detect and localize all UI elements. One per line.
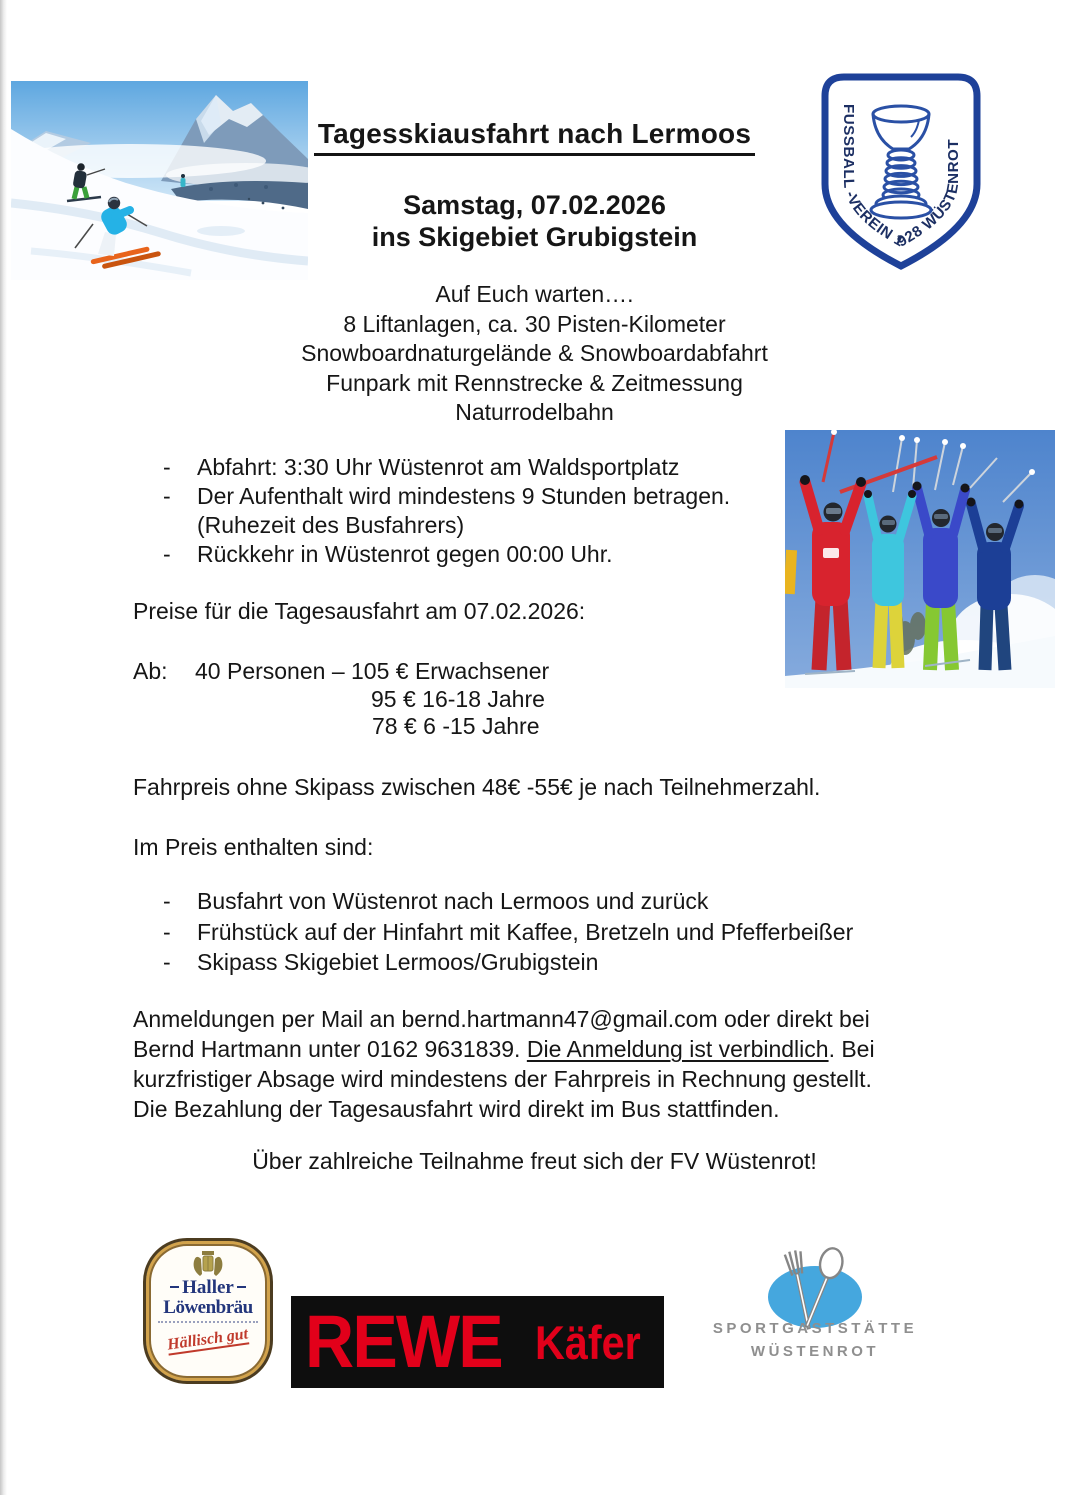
list-item [163, 482, 808, 540]
intro-line: Naturrodelbahn [455, 399, 614, 425]
list-item [163, 886, 923, 917]
restaurant-logo-icon [750, 1242, 880, 1330]
intro-text [0, 280, 1069, 428]
badge-curved-text: FUSSBALL -VEREIN 1928 WÜSTENROT [839, 104, 963, 251]
bullet-dash: - [163, 454, 171, 480]
registration-paragraph [133, 1004, 978, 1124]
bullet-dash: - [163, 483, 171, 509]
fare-note: Fahrpreis ohne Skipass zwischen 48€ -55€ je nach Teilnehmerzahl. [133, 774, 821, 800]
brewery-microtext-line [158, 1321, 258, 1323]
prices-heading: Preise für die Tagesausfahrt am 07.02.2026: [133, 598, 586, 624]
registration-text: . Bei [828, 1036, 875, 1062]
schedule-item: Rückkehr in Wüstenrot gegen 00:00 Uhr. [197, 541, 613, 567]
schedule-list [163, 453, 808, 569]
included-item: Busfahrt von Wüstenrot nach Lermoos und zurück [197, 888, 709, 914]
ab-label: Ab: [133, 658, 168, 684]
crest-icon [184, 1250, 232, 1278]
brewery-name-line2: Löwenbräu [163, 1297, 253, 1318]
registration-line: Anmeldungen per Mail an bernd.hartmann47@gmail.com oder direkt bei [133, 1006, 870, 1032]
included-item: Skipass Skigebiet Lermoos/Grubigstein [197, 949, 599, 975]
brewery-logo [143, 1238, 273, 1384]
schedule-item: Abfahrt: 3:30 Uhr Wüstenrot am Waldsportplatz [197, 454, 680, 480]
registration-line [133, 1034, 978, 1064]
rewe-logo [291, 1296, 664, 1388]
event-location-line: ins Skigebiet Grubigstein [371, 222, 698, 252]
registration-line: kurzfristiger Absage wird mindestens der Fahrpreis in Rechnung gestellt. [133, 1066, 872, 1092]
intro-line: Snowboardnaturgelände & Snowboardabfahrt [301, 340, 768, 366]
schedule-item [197, 482, 808, 540]
bullet-dash: - [163, 918, 171, 945]
registration-text: Bernd Hartmann unter 0162 9631839. [133, 1036, 527, 1062]
bullet-dash: - [163, 888, 171, 914]
price-adult: 40 Personen – 105 € Erwachsener [195, 658, 550, 684]
brewery-slogan: Hällisch gut [166, 1325, 250, 1354]
price-youth: 95 € 16-18 Jahre [371, 686, 545, 712]
list-item [163, 947, 923, 978]
price-child: 78 € 6 -15 Jahre [372, 713, 540, 739]
restaurant-name-line1: SPORTGASTSTÄTTE [712, 1320, 918, 1337]
list-item [163, 917, 923, 948]
rewe-suffix: Käfer [535, 1315, 641, 1369]
intro-line: Funpark mit Rennstrecke & Zeitmessung [326, 369, 743, 396]
bullet-dash: - [163, 949, 171, 975]
brewery-name-line1: Haller [146, 1278, 270, 1298]
restaurant-name-line2: WÜSTENROT [750, 1343, 880, 1360]
skiers-photo [785, 430, 1055, 688]
registration-underlined-text: Die Anmeldung ist verbindlich [526, 1036, 829, 1062]
event-date-line: Samstag, 07.02.2026 [403, 190, 666, 220]
intro-line: Auf Euch warten…. [435, 281, 634, 307]
included-item: Frühstück auf der Hinfahrt mit Kaffee, Bretzeln und Pfefferbeißer [197, 918, 854, 945]
schedule-item-line: Der Aufenthalt wird mindestens 9 Stunden betragen. [197, 483, 731, 509]
included-heading: Im Preis enthalten sind: [133, 834, 374, 860]
schedule-item-line: (Ruhezeit des Busfahrers) [197, 512, 465, 538]
page-title [0, 118, 1069, 156]
included-list [163, 886, 923, 978]
bullet-dash: - [163, 541, 171, 567]
intro-line: 8 Liftanlagen, ca. 30 Pisten-Kilometer [343, 310, 726, 337]
page-title-text: Tagesskiausfahrt nach Lermoos [314, 118, 755, 156]
rewe-wordmark: REWE [305, 1300, 502, 1383]
distant-skier [181, 174, 186, 187]
price-adult-row [133, 658, 549, 685]
closing-line: Über zahlreiche Teilnahme freut sich der FV Wüstenrot! [252, 1148, 817, 1174]
list-item [163, 453, 808, 482]
event-date-block [0, 189, 1069, 253]
registration-line: Die Bezahlung der Tagesausfahrt wird direkt im Bus stattfinden. [133, 1096, 780, 1122]
list-item [163, 540, 808, 569]
